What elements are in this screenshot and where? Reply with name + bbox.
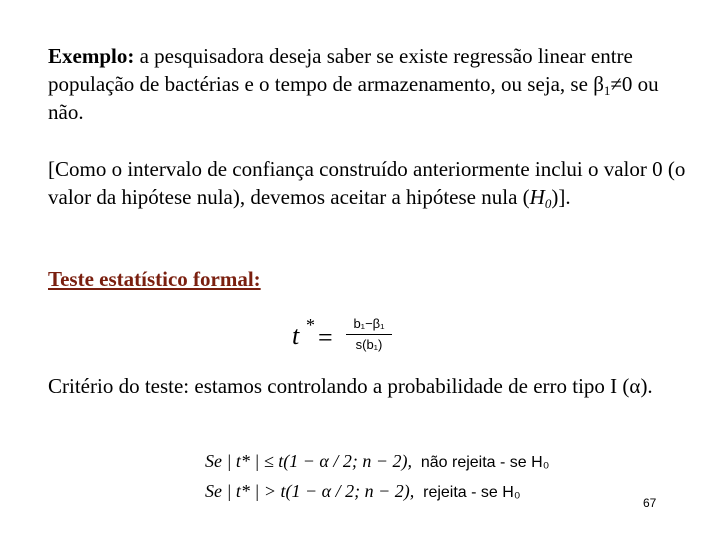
not-equal-zero: ≠0 [610,72,633,96]
null-hypothesis-symbol: H [529,185,545,209]
rule1-condition: | t* | ≤ t(1 − α / 2; n − 2), [226,451,412,471]
decision-rule-not-reject [205,451,549,472]
page-number: 67 [643,496,657,510]
example-paragraph [48,42,698,126]
confidence-interval-paragraph [48,155,698,211]
test-criterion-paragraph [48,372,698,400]
equals-sign: = [318,323,333,352]
example-tail: ou não. [48,72,659,124]
null-hypothesis-subscript: 0 [544,196,552,211]
ci-text: [Como o intervalo de confiança construído anteriormente inclui o valor 0 (o valor da hipótese nula), devemos aceitar a hipótese nula ( [48,157,686,209]
formula-denominator: s(b₁) [355,337,383,352]
beta-symbol: β [593,72,604,96]
ci-tail: )]. [551,185,571,209]
rule1-se: Se [205,451,222,471]
example-text: a pesquisadora deseja saber se existe regressão linear entre população de bactérias e o tempo de armazenamento, ou seja, se [48,44,633,96]
rule2-result: rejeita - se H₀ [423,484,521,501]
formula-numerator: b₁−β₁ [353,316,385,331]
criterion-tail: ). [640,374,653,398]
fraction-bar [346,334,392,335]
example-label: Exemplo: [48,44,135,68]
rule1-result: não rejeita - se H₀ [420,454,550,471]
alpha-symbol: α [629,374,641,398]
rule2-se: Se [205,481,222,501]
criterion-text: Critério do teste: estamos controlando a probabilidade de erro tipo I ( [48,374,630,398]
t-symbol: t [292,321,300,350]
formal-test-heading: Teste estatístico formal: [48,267,261,291]
decision-rule-reject [205,481,520,502]
t-star: * [306,315,315,335]
formal-test-heading-wrap [48,265,698,293]
rule2-condition: | t* | > t(1 − α / 2; n − 2), [226,481,415,501]
formula-fraction [346,315,392,354]
beta-subscript: 1 [603,83,611,98]
